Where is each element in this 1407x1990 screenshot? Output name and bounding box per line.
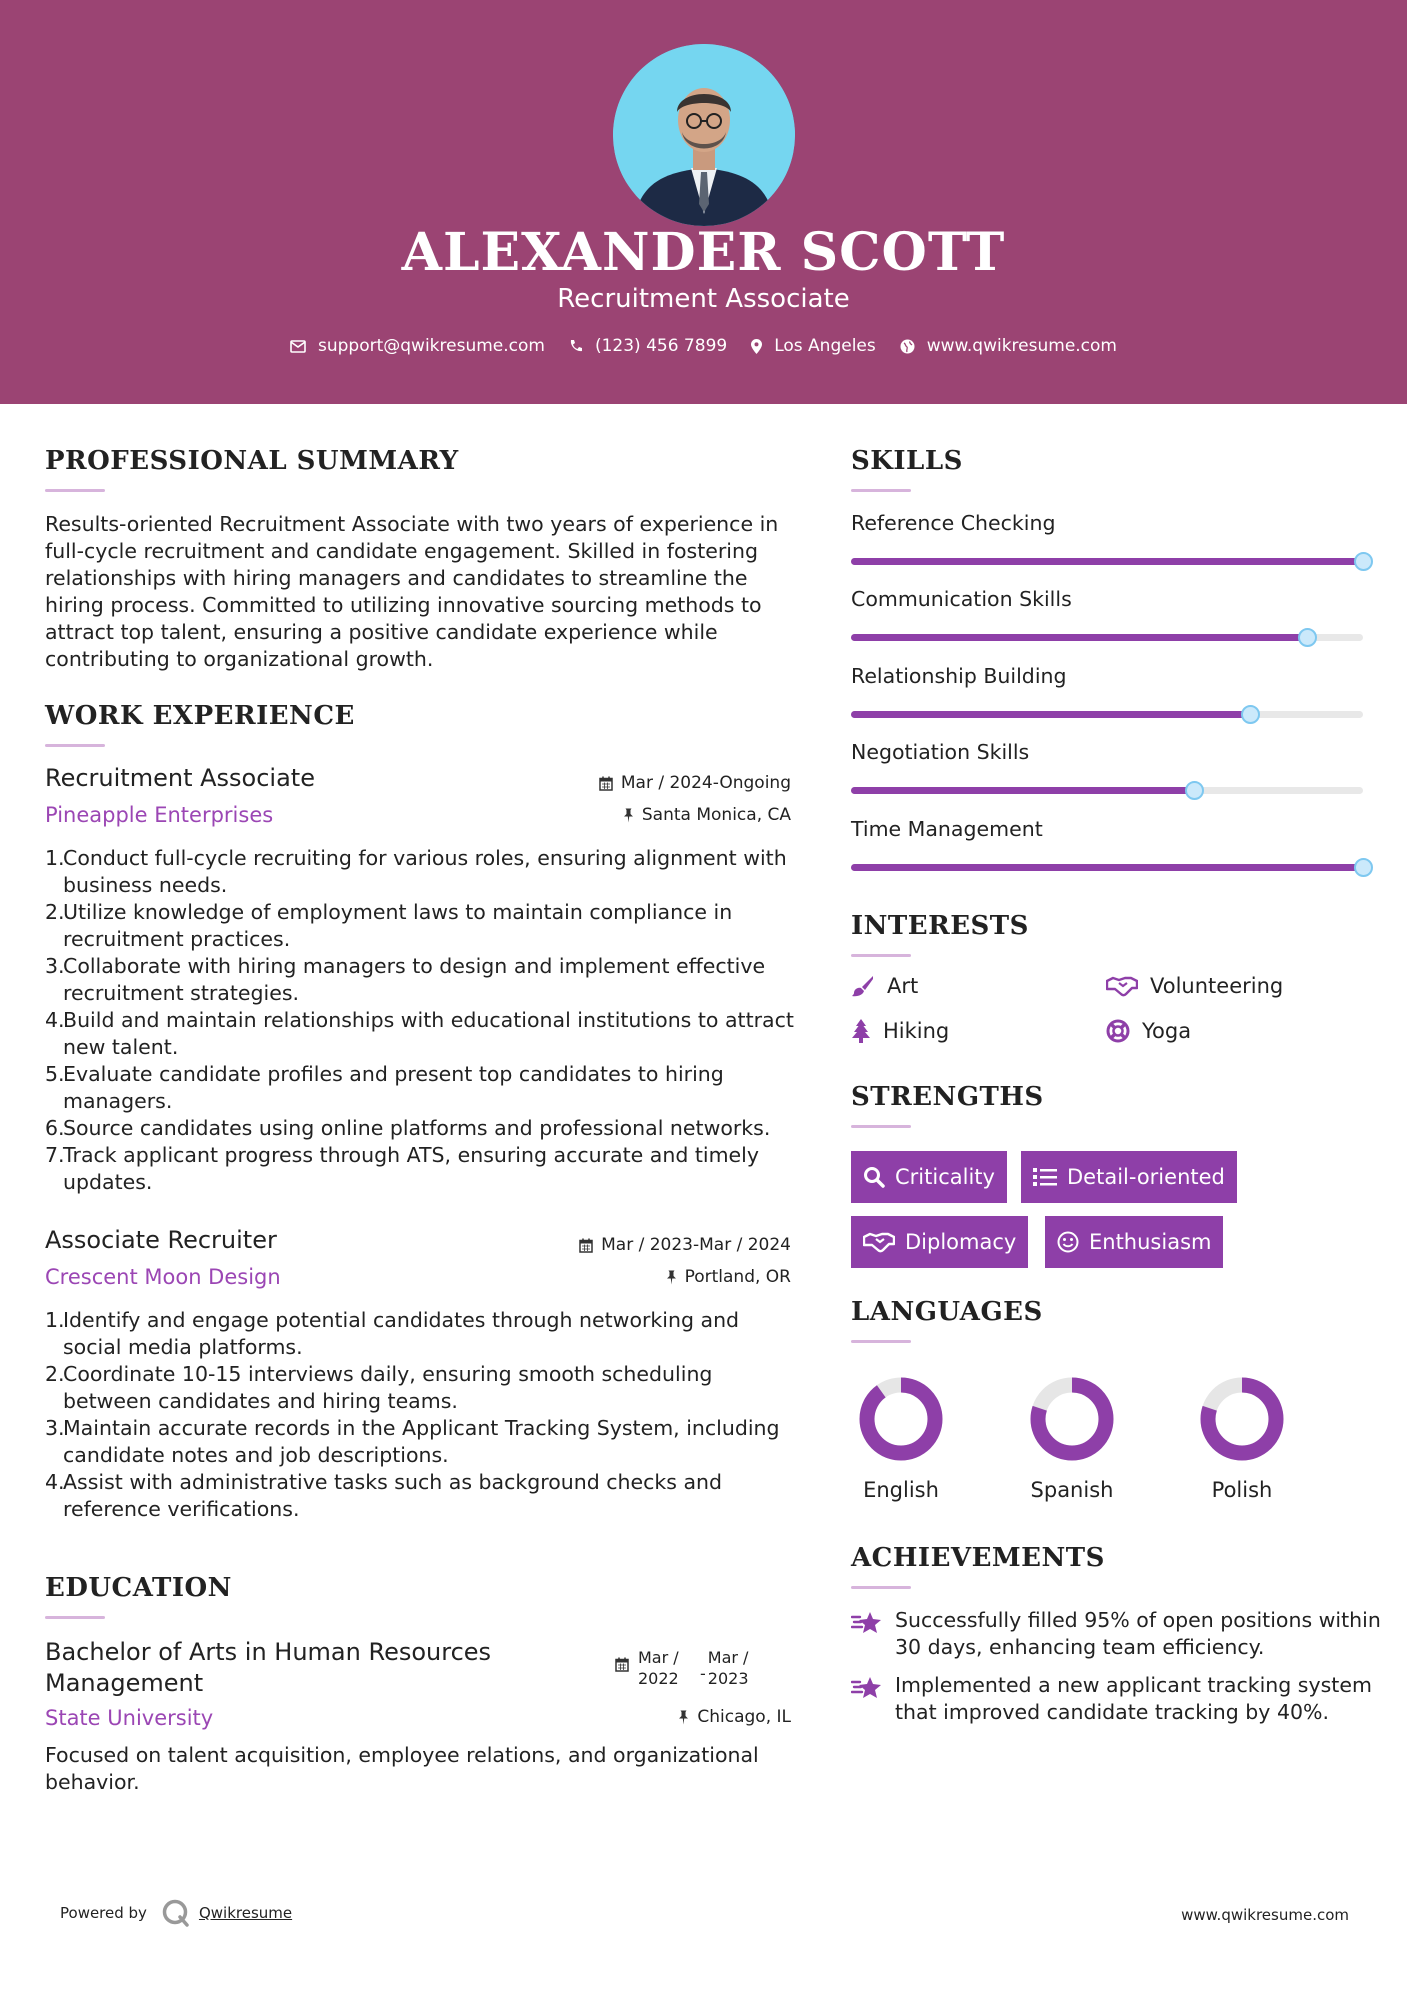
pushpin-icon [623, 808, 634, 823]
interest-item-yoga [1106, 1019, 1191, 1043]
job-title: Associate Recruiter [45, 1226, 277, 1254]
smile-icon [1057, 1231, 1079, 1253]
duty-text: Assist with administrative tasks such as background checks and reference verifications. [63, 1470, 723, 1521]
list-item: 1. Identify and engage potential candidates through networking and social media platforms. [45, 1307, 795, 1361]
skills-underline [851, 489, 911, 492]
skill-bar-track [851, 634, 1363, 641]
interest-label: Art [887, 974, 919, 998]
strength-label: Criticality [895, 1165, 995, 1189]
education-dates [615, 1647, 758, 1689]
list-item: 2. Coordinate 10-15 interviews daily, ensuring smooth scheduling between candidates and hiring teams. [45, 1361, 795, 1415]
skills-heading: SKILLS [851, 446, 963, 476]
summary-underline [45, 489, 105, 492]
candidate-title: Recruitment Associate [557, 284, 850, 314]
calendar-icon [599, 776, 613, 791]
language-donut-chart [1027, 1374, 1117, 1464]
strengths-underline [851, 1125, 911, 1128]
footer-powered-by [60, 1898, 292, 1928]
strength-tag-criticality [851, 1151, 1007, 1203]
experience-underline [45, 744, 105, 747]
handshake-icon [863, 1231, 895, 1253]
donut-fill [867, 1385, 935, 1453]
job-location [623, 805, 791, 825]
skill-label: Negotiation Skills [851, 740, 1030, 764]
education-end-date: Mar / 2023 [707, 1648, 749, 1688]
phone-icon [569, 339, 583, 353]
skill-label: Time Management [851, 817, 1043, 841]
contact-bar [0, 336, 1407, 356]
contact-phone[interactable] [569, 336, 727, 356]
date-separator: - [700, 1664, 706, 1683]
calendar-icon [615, 1657, 629, 1672]
skill-bar-fill [851, 711, 1250, 718]
list-item: 3. Maintain accurate records in the Applicant Tracking System, including candidate notes and job descriptions. [45, 1415, 795, 1469]
strength-label: Enthusiasm [1089, 1230, 1212, 1254]
strength-label: Diplomacy [905, 1230, 1017, 1254]
qwikresume-logo-icon [161, 1898, 191, 1928]
language-item [841, 1374, 961, 1502]
languages-heading: LANGUAGES [851, 1297, 1043, 1327]
duty-text: Identify and engage potential candidates through networking and social media platforms. [63, 1308, 740, 1359]
interests-heading: INTERESTS [851, 911, 1029, 941]
skill-level-knob [1298, 628, 1317, 647]
strength-tag-enthusiasm [1045, 1216, 1223, 1268]
experience-heading: WORK EXPERIENCE [45, 701, 355, 731]
duty-text: Source candidates using online platforms and professional networks. [63, 1116, 771, 1140]
job-duties-list [45, 845, 795, 1196]
duty-text: Track applicant progress through ATS, ensuring accurate and timely updates. [63, 1143, 759, 1194]
skill-bar-track [851, 558, 1363, 565]
resume-header [0, 0, 1407, 404]
skill-bar-fill [851, 634, 1307, 641]
interest-label: Hiking [883, 1019, 950, 1043]
language-donut-chart [1197, 1374, 1287, 1464]
contact-location [751, 336, 876, 356]
handshake-icon [1106, 975, 1138, 997]
calendar-icon [579, 1238, 593, 1253]
education-description: Focused on talent acquisition, employee relations, and organizational behavior. [45, 1743, 759, 1794]
avatar [613, 44, 795, 226]
job-dates [599, 773, 791, 793]
list-item: 3. Collaborate with hiring managers to design and implement effective recruitment strategies. [45, 953, 795, 1007]
contact-email[interactable] [290, 336, 545, 356]
duty-text: Conduct full-cycle recruiting for various roles, ensuring alignment with business needs. [63, 846, 787, 897]
achievement-item [851, 1672, 1381, 1726]
list-item: 6. Source candidates using online platforms and professional networks. [45, 1115, 795, 1142]
language-item [1182, 1374, 1302, 1502]
duty-text: Evaluate candidate profiles and present top candidates to hiring managers. [63, 1062, 724, 1113]
skill-level-knob [1354, 552, 1373, 571]
language-item [1012, 1374, 1132, 1502]
skill-bar-fill [851, 558, 1363, 565]
skill-bar-track [851, 787, 1363, 794]
pushpin-icon [666, 1270, 677, 1285]
job-duties-list [45, 1307, 795, 1523]
contact-website[interactable] [900, 336, 1117, 356]
duty-text: Maintain accurate records in the Applicant Tracking System, including candidate notes and job descriptions. [63, 1416, 780, 1467]
language-label: Spanish [1030, 1478, 1114, 1502]
job-location-text: Portland, OR [684, 1267, 791, 1287]
skill-label: Communication Skills [851, 587, 1072, 611]
skill-bar-track [851, 711, 1363, 718]
interest-item-hiking [851, 1019, 949, 1043]
envelope-icon [290, 340, 306, 353]
paintbrush-icon [851, 974, 875, 998]
profile-photo-image [613, 44, 795, 226]
strength-tag-diplomacy [851, 1216, 1028, 1268]
globe-icon [900, 339, 915, 354]
skill-level-knob [1354, 858, 1373, 877]
job-title: Recruitment Associate [45, 764, 315, 792]
footer-website[interactable]: www.qwikresume.com [1181, 1906, 1349, 1924]
education-location-text: Chicago, IL [697, 1707, 791, 1727]
language-label: English [863, 1478, 939, 1502]
map-marker-icon [751, 339, 762, 354]
shooting-star-icon [851, 1674, 883, 1700]
interests-underline [851, 954, 911, 957]
tree-icon [851, 1019, 871, 1043]
list-item: 4. Build and maintain relationships with educational institutions to attract new talent. [45, 1008, 794, 1059]
location-text: Los Angeles [774, 336, 876, 356]
skill-bar-track [851, 864, 1363, 871]
education-location [678, 1707, 791, 1727]
achievements-heading: ACHIEVEMENTS [851, 1543, 1105, 1573]
achievement-text: Implemented a new applicant tracking system that improved candidate tracking by 40%. [895, 1673, 1372, 1724]
skill-bar-fill [851, 787, 1194, 794]
job-location-text: Santa Monica, CA [641, 805, 791, 825]
shooting-star-icon [851, 1609, 883, 1635]
email-text: support@qwikresume.com [318, 336, 545, 356]
strength-label: Detail-oriented [1067, 1165, 1225, 1189]
list-item: 4. Assist with administrative tasks such as background checks and reference verifications. [45, 1469, 795, 1523]
education-underline [45, 1616, 105, 1619]
interest-item-volunteering [1106, 974, 1283, 998]
candidate-name: ALEXANDER SCOTT [401, 222, 1006, 283]
education-start-date: Mar / 2022 [638, 1648, 679, 1688]
summary-text: Results-oriented Recruitment Associate with two years of experience in full-cycle recruitment and candidate engagement. Skilled in fostering relationships with hiring managers and candidates to streamline the hiring process. Committed to utilizing innovative sourcing methods to attract top talent, ensuring a positive candidate experience while contributing to organizational growth. [45, 512, 779, 671]
skill-level-knob [1241, 705, 1260, 724]
skill-bar-fill [851, 864, 1363, 871]
strength-tag-detail-oriented [1021, 1151, 1237, 1203]
achievement-text: Successfully filled 95% of open positions within 30 days, enhancing team efficiency. [895, 1608, 1381, 1659]
duty-text: Coordinate 10-15 interviews daily, ensuring smooth scheduling between candidates and hiring teams. [63, 1362, 713, 1413]
strengths-heading: STRENGTHS [851, 1082, 1044, 1112]
job-location [666, 1267, 791, 1287]
list-item: 2. Utilize knowledge of employment laws to maintain compliance in recruitment practices. [45, 899, 795, 953]
skill-label: Reference Checking [851, 511, 1056, 535]
school-name: State University [45, 1706, 214, 1730]
achievement-item [851, 1607, 1381, 1661]
company-name: Crescent Moon Design [45, 1265, 281, 1289]
job-dates-text: Mar / 2024-Ongoing [620, 773, 791, 793]
powered-by-label: Powered by [60, 1904, 147, 1922]
brand-link[interactable]: Qwikresume [198, 1904, 293, 1922]
education-heading: EDUCATION [45, 1573, 232, 1603]
list-icon [1033, 1167, 1057, 1187]
duty-text: Utilize knowledge of employment laws to maintain compliance in recruitment practices. [63, 900, 733, 951]
skill-level-knob [1185, 781, 1204, 800]
achievements-underline [851, 1586, 911, 1589]
interest-item-art [851, 974, 918, 998]
duty-text: Build and maintain relationships with educational institutions to attract new talent. [63, 1008, 794, 1059]
pushpin-icon [678, 1710, 689, 1725]
phone-text: (123) 456 7899 [594, 336, 728, 356]
list-item: 1. Conduct full-cycle recruiting for various roles, ensuring alignment with business needs. [45, 845, 795, 899]
search-icon [863, 1166, 885, 1188]
list-item: 5. Evaluate candidate profiles and present top candidates to hiring managers. [45, 1061, 795, 1115]
interest-label: Yoga [1142, 1019, 1192, 1043]
language-label: Polish [1211, 1478, 1273, 1502]
languages-underline [851, 1340, 911, 1343]
summary-heading: PROFESSIONAL SUMMARY [45, 446, 459, 476]
language-donut-chart [856, 1374, 946, 1464]
company-name: Pineapple Enterprises [45, 803, 274, 827]
duty-text: Collaborate with hiring managers to design and implement effective recruitment strategies. [63, 954, 766, 1005]
lifering-icon [1106, 1019, 1130, 1043]
skill-label: Relationship Building [851, 664, 1067, 688]
interest-label: Volunteering [1150, 974, 1284, 998]
list-item: 7. Track applicant progress through ATS, ensuring accurate and timely updates. [45, 1142, 795, 1196]
job-dates-text: Mar / 2023-Mar / 2024 [601, 1235, 791, 1255]
website-text: www.qwikresume.com [926, 336, 1117, 356]
job-dates [579, 1235, 791, 1255]
degree-title: Bachelor of Arts in Human Resources Management [45, 1638, 492, 1697]
